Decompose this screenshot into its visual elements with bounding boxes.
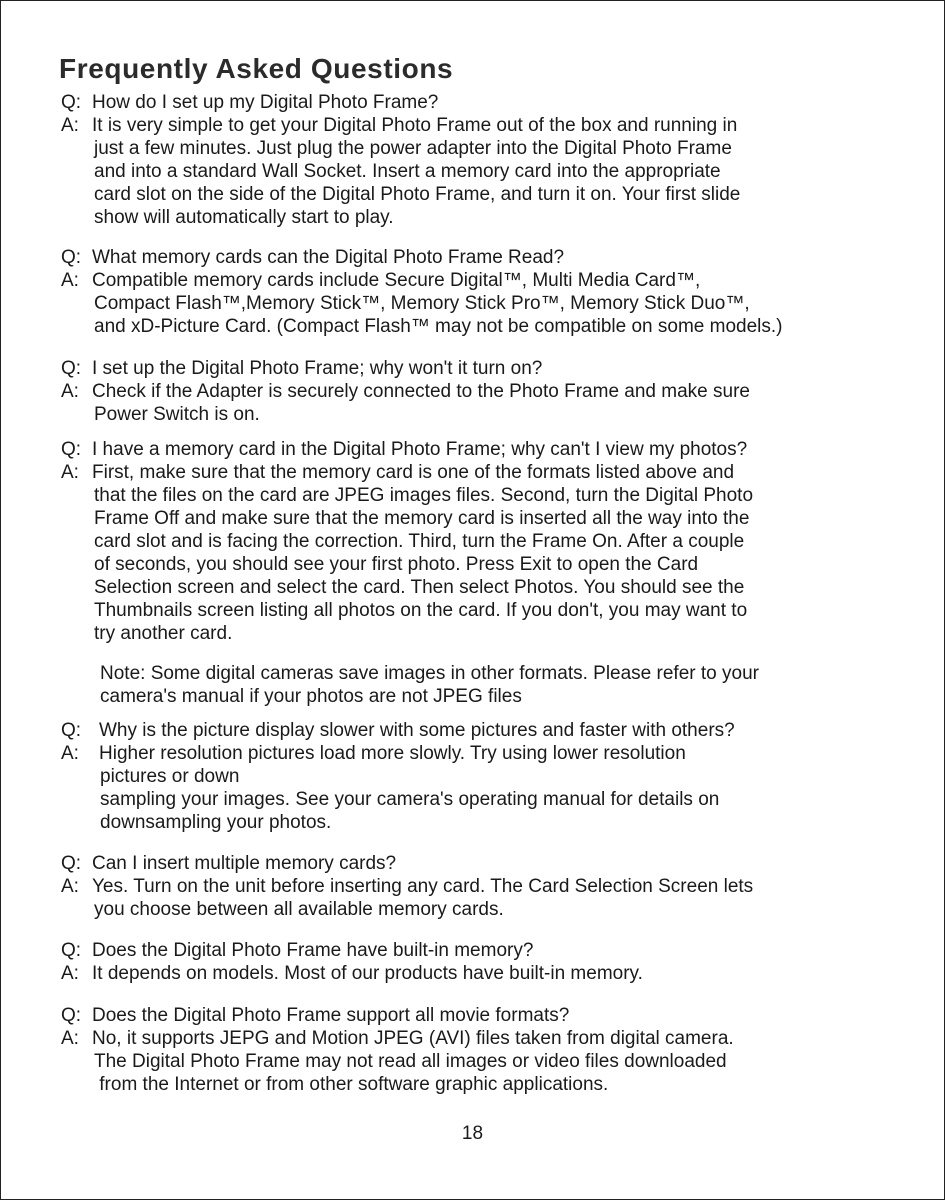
answer xyxy=(61,962,914,985)
a-label: A: xyxy=(61,115,79,136)
answer-text: Check if the Adapter is securely connected to the Photo Frame and make sure xyxy=(92,381,750,402)
page-number: 18 xyxy=(461,1123,484,1144)
answer-line: just a few minutes. Just plug the power adapter into the Digital Photo Frame xyxy=(94,138,732,159)
a-label: A: xyxy=(61,876,79,897)
question-text: What memory cards can the Digital Photo Frame Read? xyxy=(92,247,565,268)
answer-line: try another card. xyxy=(94,623,233,644)
q-label: Q: xyxy=(61,439,82,460)
faq-item-multiple-cards xyxy=(61,852,914,921)
a-label: A: xyxy=(61,381,79,402)
answer xyxy=(61,875,914,898)
answer-line: pictures or down xyxy=(100,766,240,787)
answer-line: card slot and is facing the correction. Third, turn the Frame On. After a couple xyxy=(94,531,745,552)
question-text: I set up the Digital Photo Frame; why won't it turn on? xyxy=(92,358,543,379)
q-label: Q: xyxy=(61,940,82,961)
a-label: A: xyxy=(61,462,79,483)
answer xyxy=(61,269,914,292)
q-label: Q: xyxy=(61,92,82,113)
question-text: How do I set up my Digital Photo Frame? xyxy=(92,92,439,113)
a-label: A: xyxy=(61,270,79,291)
answer xyxy=(61,1027,914,1050)
answer-line: Selection screen and select the card. Then select Photos. You should see the xyxy=(94,577,745,598)
answer-line: Thumbnails screen listing all photos on the card. If you don't, you may want to xyxy=(94,600,748,621)
a-label: A: xyxy=(61,963,79,984)
note-line: Note: Some digital cameras save images in other formats. Please refer to your xyxy=(100,663,759,684)
question xyxy=(61,939,914,962)
answer xyxy=(61,742,914,765)
faq-item-movie-formats xyxy=(61,1004,914,1096)
answer-line: you choose between all available memory cards. xyxy=(94,899,504,920)
a-label: A: xyxy=(61,1028,79,1049)
q-label: Q: xyxy=(61,358,82,379)
answer-line: show will automatically start to play. xyxy=(94,207,394,228)
faq-item-display-speed xyxy=(61,719,914,834)
answer-line: sampling your images. See your camera's operating manual for details on xyxy=(100,789,720,810)
answer-line: The Digital Photo Frame may not read all images or video files downloaded xyxy=(94,1051,727,1072)
faq-item-turn-on xyxy=(61,357,914,426)
faq-item-memory-cards xyxy=(61,246,914,338)
question-text: Why is the picture display slower with some pictures and faster with others? xyxy=(99,720,735,741)
question xyxy=(61,246,914,269)
faq-item-setup xyxy=(61,91,914,229)
question xyxy=(61,1004,914,1027)
question xyxy=(61,357,914,380)
answer-line: that the files on the card are JPEG images files. Second, turn the Digital Photo xyxy=(94,485,754,506)
answer xyxy=(61,380,914,403)
question-text: Can I insert multiple memory cards? xyxy=(92,853,397,874)
q-label: Q: xyxy=(61,853,82,874)
question-text: Does the Digital Photo Frame support all movie formats? xyxy=(92,1005,570,1026)
answer-text: It is very simple to get your Digital Photo Frame out of the box and running in xyxy=(92,115,738,136)
answer-line: downsampling your photos. xyxy=(100,812,332,833)
answer-line: and xD-Picture Card. (Compact Flash™ may not be compatible on some models.) xyxy=(94,316,783,337)
answer xyxy=(61,461,914,484)
question-text: Does the Digital Photo Frame have built-in memory? xyxy=(92,940,534,961)
answer-line: card slot on the side of the Digital Photo Frame, and turn it on. Your first slide xyxy=(94,184,741,205)
q-label: Q: xyxy=(61,1005,82,1026)
q-label: Q: xyxy=(61,247,82,268)
answer-text: Yes. Turn on the unit before inserting any card. The Card Selection Screen lets xyxy=(92,876,754,897)
faq-item-view-photos xyxy=(61,438,914,708)
note-line: camera's manual if your photos are not JPEG files xyxy=(100,686,522,707)
answer-text: Compatible memory cards include Secure Digital™, Multi Media Card™, xyxy=(92,270,701,291)
question xyxy=(61,719,914,742)
answer-text: Higher resolution pictures load more slowly. Try using lower resolution xyxy=(99,743,686,764)
answer-text: First, make sure that the memory card is one of the formats listed above and xyxy=(92,462,735,483)
answer-line: Compact Flash™,Memory Stick™, Memory Stick Pro™, Memory Stick Duo™, xyxy=(94,293,750,314)
answer-line: Power Switch is on. xyxy=(94,404,260,425)
question xyxy=(61,438,914,461)
q-label: Q: xyxy=(61,720,82,741)
question-text: I have a memory card in the Digital Photo Frame; why can't I view my photos? xyxy=(92,439,748,460)
answer-line: Frame Off and make sure that the memory card is inserted all the way into the xyxy=(94,508,750,529)
faq-item-built-in-memory xyxy=(61,939,914,985)
a-label: A: xyxy=(61,743,79,764)
question xyxy=(61,852,914,875)
answer-text: No, it supports JEPG and Motion JPEG (AVI) files taken from digital camera. xyxy=(92,1028,734,1049)
answer-line: from the Internet or from other software graphic applications. xyxy=(94,1074,609,1095)
question xyxy=(61,91,914,114)
answer-line: and into a standard Wall Socket. Insert a memory card into the appropriate xyxy=(94,161,721,182)
answer-text: It depends on models. Most of our products have built-in memory. xyxy=(92,963,643,984)
answer xyxy=(61,114,914,137)
page-title: Frequently Asked Questions xyxy=(59,53,454,84)
answer-line: of seconds, you should see your first photo. Press Exit to open the Card xyxy=(94,554,699,575)
